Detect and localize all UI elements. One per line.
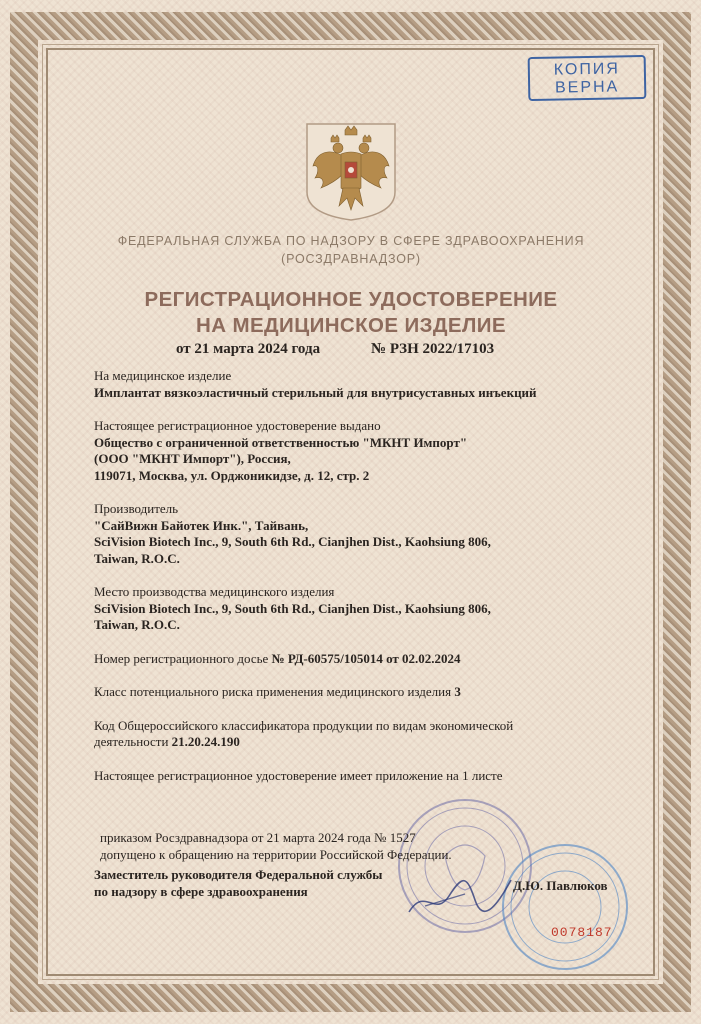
issue-date: от 21 марта 2024 года — [176, 341, 321, 357]
production-site-line-1: SciVision Biotech Inc., 9, South 6th Rd., Cianjhen Dist., Kaohsiung 806, — [94, 600, 491, 616]
appendix-note: Настоящее регистрационное удостоверение имеет приложение на 1 листе — [94, 767, 503, 783]
risk-class-section — [94, 684, 614, 701]
stamp-line-1: КОПИЯ — [553, 60, 621, 79]
title-line-2: НА МЕДИЦИНСКОЕ ИЗДЕЛИЕ — [196, 314, 506, 337]
device-value: Имплантат вязкоэластичный стерильный для внутрисуставных инъекций — [94, 384, 537, 400]
signatory-title-line-2: по надзору в сфере здравоохранения — [94, 883, 308, 899]
dossier-label: Номер регистрационного досье — [94, 650, 269, 666]
manufacturer-line-2: SciVision Biotech Inc., 9, South 6th Rd., Cianjhen Dist., Kaohsiung 806, — [94, 534, 491, 549]
manufacturer-line-1: "СайВижн Байотек Инк.", Тайвань, — [94, 517, 309, 533]
signatory-name: Д.Ю. Павлюков — [513, 878, 608, 893]
agency-line-1: ФЕДЕРАЛЬНАЯ СЛУЖБА ПО НАДЗОРУ В СФЕРЕ ЗДРАВООХРАНЕНИЯ — [117, 234, 585, 248]
title-line-1: РЕГИСТРАЦИОННОЕ УДОСТОВЕРЕНИЕ — [144, 288, 558, 311]
device-label: На медицинское изделие — [94, 368, 232, 383]
issued-to-line-2: (ООО "МКНТ Импорт"), Россия, — [94, 451, 291, 466]
russian-coat-of-arms-icon — [305, 122, 397, 222]
dossier-value: № РД-60575/105014 от 02.02.2024 — [271, 650, 461, 666]
manufacturer-section — [94, 501, 614, 567]
okpd-value: 21.20.24.190 — [171, 734, 240, 749]
agency-name — [60, 232, 642, 268]
stamp-line-2: ВЕРНА — [554, 78, 620, 97]
risk-class-value: 3 — [454, 684, 461, 699]
signatory-title-line-1: Заместитель руководителя Федеральной службы — [94, 867, 383, 882]
manufacturer-label: Производитель — [94, 501, 179, 516]
serial-number: 0078187 — [551, 925, 613, 940]
production-site-label: Место производства медицинского изделия — [94, 584, 335, 599]
document-title — [60, 287, 642, 339]
manufacturer-line-3: Taiwan, R.O.C. — [94, 550, 180, 566]
dossier-section — [94, 651, 614, 668]
risk-class-label: Класс потенциального риска применения медицинского изделия — [94, 684, 452, 699]
okpd-label-line-1: Код Общероссийского классификатора продукции по видам экономической — [94, 717, 514, 733]
issued-to-line-1: Общество с ограниченной ответственностью "МКНТ Импорт" — [94, 434, 468, 450]
issued-to-line-3: 119071, Москва, ул. Орджоникидзе, д. 12, стр. 2 — [94, 467, 370, 483]
okpd-label-line-2: деятельности — [94, 734, 169, 749]
certificate-body — [94, 368, 614, 801]
production-site-line-2: Taiwan, R.O.C. — [94, 617, 180, 632]
agency-line-2: (РОСЗДРАВНАДЗОР) — [281, 252, 421, 266]
device-section — [94, 368, 614, 401]
production-site-section — [94, 584, 614, 634]
order-line-2: допущено к обращению на территории Российской Федерации. — [100, 846, 452, 862]
issued-to-section — [94, 418, 614, 484]
copy-certified-stamp — [528, 55, 647, 101]
okpd-section — [94, 718, 614, 751]
certificate-number: № РЗН 2022/17103 — [371, 341, 495, 357]
order-line-1: приказом Росздравнадзора от 21 марта 2024 года № 1527 — [100, 830, 416, 845]
issued-to-label: Настоящее регистрационное удостоверение выдано — [94, 418, 381, 433]
